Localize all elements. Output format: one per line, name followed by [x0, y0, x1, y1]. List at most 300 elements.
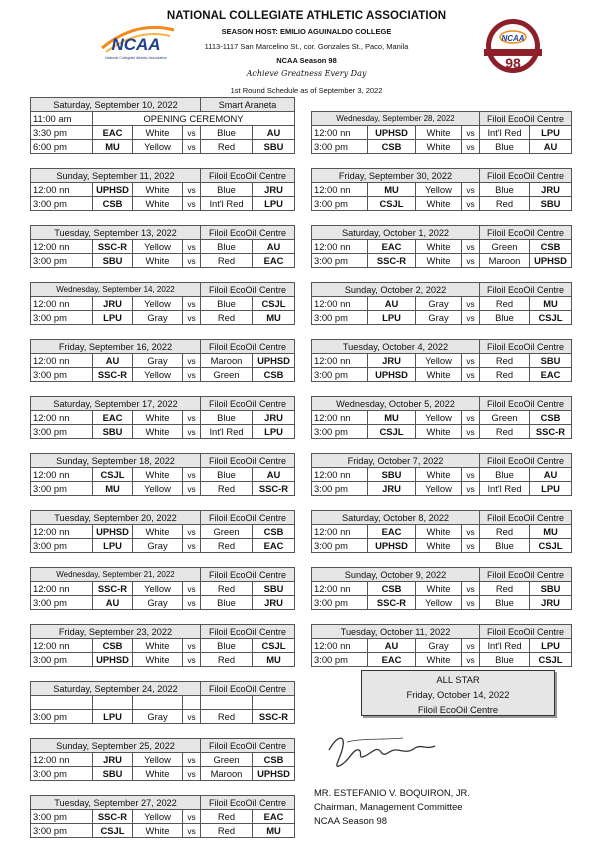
versus-label: vs — [183, 582, 201, 596]
team-away: LPU — [253, 197, 295, 211]
team-home: EAC — [368, 240, 416, 254]
jersey-away: Blue — [201, 468, 253, 482]
blank-cell — [201, 696, 253, 710]
team-away: LPU — [530, 639, 572, 653]
schedule-venue: Filoil EcoOil Centre — [480, 340, 572, 354]
jersey-away: Blue — [480, 539, 530, 553]
jersey-home: Yellow — [416, 596, 462, 610]
team-home: SBU — [93, 767, 133, 781]
team-away: JRU — [253, 411, 295, 425]
schedule-table — [311, 282, 572, 325]
jersey-home: Yellow — [133, 753, 183, 767]
game-time: 12:00 nn — [312, 297, 368, 311]
jersey-away: Red — [201, 140, 253, 154]
team-home: MU — [93, 482, 133, 496]
jersey-away: Blue — [480, 311, 530, 325]
jersey-away: Red — [201, 311, 253, 325]
game-time: 3:00 pm — [312, 197, 368, 211]
game-row — [312, 639, 572, 653]
blank-cell — [31, 696, 93, 710]
schedule-venue: Filoil EcoOil Centre — [480, 568, 572, 582]
schedule-date: Saturday, September 17, 2022 — [31, 397, 201, 411]
game-row — [31, 140, 295, 154]
team-home: MU — [368, 183, 416, 197]
versus-label: vs — [183, 710, 201, 724]
schedule-date-row — [31, 568, 295, 582]
jersey-away: Blue — [201, 126, 253, 140]
schedule-table — [311, 111, 572, 154]
jersey-away: Red — [480, 582, 530, 596]
game-row — [312, 311, 572, 325]
game-row — [31, 368, 295, 382]
jersey-away: Red — [201, 824, 253, 838]
schedule-date: Tuesday, September 27, 2022 — [31, 796, 201, 810]
jersey-away: Red — [201, 482, 253, 496]
game-row — [312, 140, 572, 154]
jersey-home: White — [133, 468, 183, 482]
team-away: AU — [253, 468, 295, 482]
jersey-home: Gray — [133, 539, 183, 553]
schedule-table — [30, 453, 295, 496]
versus-label: vs — [462, 197, 480, 211]
game-time: 3:00 pm — [31, 767, 93, 781]
schedule-date: Wednesday, October 5, 2022 — [312, 397, 480, 411]
game-time: 3:00 pm — [312, 596, 368, 610]
schedule-venue: Filoil EcoOil Centre — [201, 169, 295, 183]
versus-label: vs — [462, 297, 480, 311]
team-away: MU — [530, 297, 572, 311]
game-row — [312, 354, 572, 368]
game-time: 3:00 pm — [312, 482, 368, 496]
right-schedule-column — [311, 111, 572, 681]
jersey-home: White — [133, 653, 183, 667]
game-time: 12:00 nn — [31, 525, 93, 539]
team-home: SBU — [368, 468, 416, 482]
team-home: EAC — [93, 126, 133, 140]
jersey-away: Blue — [201, 596, 253, 610]
jersey-home: Yellow — [133, 140, 183, 154]
versus-label: vs — [183, 639, 201, 653]
jersey-away: Red — [480, 297, 530, 311]
jersey-home: Gray — [133, 710, 183, 724]
team-home: UPHSD — [93, 183, 133, 197]
game-row — [31, 425, 295, 439]
season-title: NCAA Season 98 — [276, 56, 337, 65]
jersey-away: Int'l Red — [480, 639, 530, 653]
schedule-date-row — [31, 796, 295, 810]
game-row — [312, 425, 572, 439]
jersey-home: White — [416, 140, 462, 154]
game-time: 12:00 nn — [31, 240, 93, 254]
game-row — [31, 311, 295, 325]
jersey-home: Yellow — [416, 411, 462, 425]
team-home: EAC — [368, 525, 416, 539]
jersey-home: Gray — [416, 311, 462, 325]
jersey-away: Red — [201, 710, 253, 724]
schedule-date-row — [31, 98, 295, 112]
game-row — [31, 183, 295, 197]
schedule-venue: Filoil EcoOil Centre — [480, 169, 572, 183]
game-time: 12:00 nn — [31, 354, 93, 368]
team-home: MU — [368, 411, 416, 425]
jersey-away: Int'l Red — [480, 126, 530, 140]
team-home: UPHSD — [368, 539, 416, 553]
jersey-away: Int'l Red — [480, 482, 530, 496]
versus-label: vs — [183, 525, 201, 539]
jersey-away: Blue — [480, 468, 530, 482]
team-home: SSC-R — [93, 810, 133, 824]
jersey-home: Yellow — [133, 582, 183, 596]
schedule-date: Saturday, September 24, 2022 — [31, 682, 201, 696]
team-away: SBU — [253, 140, 295, 154]
versus-label: vs — [462, 311, 480, 325]
versus-label: vs — [462, 468, 480, 482]
team-away: CSJL — [253, 297, 295, 311]
game-row — [31, 482, 295, 496]
schedule-venue: Filoil EcoOil Centre — [480, 226, 572, 240]
team-home: SSC-R — [93, 582, 133, 596]
schedule-venue: Filoil EcoOil Centre — [201, 682, 295, 696]
schedule-venue: Filoil EcoOil Centre — [201, 226, 295, 240]
jersey-home: White — [133, 183, 183, 197]
team-home: SSC-R — [368, 596, 416, 610]
team-away: UPHSD — [530, 254, 572, 268]
schedule-date: Friday, September 30, 2022 — [312, 169, 480, 183]
schedule-table — [30, 510, 295, 553]
game-time: 12:00 nn — [312, 468, 368, 482]
versus-label: vs — [183, 824, 201, 838]
versus-label: vs — [183, 354, 201, 368]
all-star-box — [361, 670, 555, 716]
jersey-away: Maroon — [201, 354, 253, 368]
blank-cell — [253, 696, 295, 710]
versus-label: vs — [183, 539, 201, 553]
schedule-date-row — [312, 283, 572, 297]
game-time: 3:00 pm — [31, 482, 93, 496]
jersey-home: White — [416, 525, 462, 539]
versus-label: vs — [462, 596, 480, 610]
team-home: SBU — [93, 254, 133, 268]
jersey-away: Green — [480, 411, 530, 425]
jersey-home: White — [133, 411, 183, 425]
jersey-away: Red — [480, 425, 530, 439]
jersey-home: White — [416, 126, 462, 140]
team-home: UPHSD — [368, 126, 416, 140]
ceremony-label: OPENING CEREMONY — [93, 112, 295, 126]
game-time: 3:00 pm — [31, 653, 93, 667]
versus-label: vs — [462, 254, 480, 268]
versus-label: vs — [183, 596, 201, 610]
jersey-home: White — [416, 197, 462, 211]
game-time: 3:30 pm — [31, 126, 93, 140]
team-away: CSB — [253, 753, 295, 767]
schedule-date-row — [312, 397, 572, 411]
jersey-away: Maroon — [480, 254, 530, 268]
game-time: 12:00 nn — [312, 183, 368, 197]
team-home: LPU — [93, 311, 133, 325]
schedule-table — [311, 225, 572, 268]
schedule-venue: Filoil EcoOil Centre — [201, 568, 295, 582]
jersey-away: Blue — [480, 140, 530, 154]
jersey-away: Blue — [201, 639, 253, 653]
versus-label: vs — [462, 482, 480, 496]
game-row — [312, 197, 572, 211]
team-away: MU — [253, 824, 295, 838]
team-away: EAC — [253, 810, 295, 824]
game-row — [31, 753, 295, 767]
versus-label: vs — [183, 653, 201, 667]
schedule-table — [311, 510, 572, 553]
game-row — [312, 411, 572, 425]
jersey-home: Yellow — [416, 183, 462, 197]
game-time: 12:00 nn — [31, 183, 93, 197]
schedule-date: Friday, October 7, 2022 — [312, 454, 480, 468]
jersey-home: Yellow — [133, 810, 183, 824]
schedule-date-row — [31, 625, 295, 639]
versus-label: vs — [183, 311, 201, 325]
jersey-away: Green — [201, 525, 253, 539]
jersey-home: White — [416, 240, 462, 254]
schedule-date-row — [31, 739, 295, 753]
schedule-venue: Filoil EcoOil Centre — [480, 625, 572, 639]
game-row — [31, 297, 295, 311]
jersey-away: Red — [201, 539, 253, 553]
team-away: UPHSD — [253, 354, 295, 368]
versus-label: vs — [462, 126, 480, 140]
team-away: AU — [253, 126, 295, 140]
schedule-date-row — [312, 625, 572, 639]
schedule-table — [30, 795, 295, 838]
schedule-date-row — [31, 169, 295, 183]
jersey-away: Red — [480, 525, 530, 539]
jersey-home: Yellow — [133, 240, 183, 254]
team-home: UPHSD — [368, 368, 416, 382]
jersey-away: Red — [201, 254, 253, 268]
game-time: 12:00 nn — [31, 468, 93, 482]
badge-number: 98 — [505, 55, 521, 71]
schedule-venue: Filoil EcoOil Centre — [201, 739, 295, 753]
season-98-badge-icon — [478, 16, 548, 78]
game-time: 3:00 pm — [31, 539, 93, 553]
versus-label: vs — [462, 653, 480, 667]
jersey-home: White — [133, 126, 183, 140]
schedule-table — [30, 624, 295, 667]
schedule-table — [30, 97, 295, 154]
versus-label: vs — [462, 582, 480, 596]
schedule-venue: Filoil EcoOil Centre — [480, 397, 572, 411]
versus-label: vs — [462, 425, 480, 439]
game-row — [31, 767, 295, 781]
jersey-home: White — [133, 767, 183, 781]
game-time: 3:00 pm — [312, 140, 368, 154]
jersey-away: Red — [201, 582, 253, 596]
team-away: EAC — [253, 254, 295, 268]
game-time: 3:00 pm — [31, 425, 93, 439]
host-address: 1113-1117 San Marcelino St., cor. Gonzales St., Paco, Manila — [204, 42, 409, 51]
team-home: JRU — [93, 753, 133, 767]
versus-label: vs — [183, 297, 201, 311]
schedule-date-row — [31, 283, 295, 297]
jersey-home: White — [416, 539, 462, 553]
schedule-table — [311, 396, 572, 439]
jersey-home: White — [133, 197, 183, 211]
jersey-home: White — [416, 368, 462, 382]
schedule-date-row — [312, 568, 572, 582]
game-row — [31, 525, 295, 539]
signatory-position: Chairman, Management Committee — [314, 801, 463, 812]
jersey-home: White — [133, 824, 183, 838]
jersey-away: Int'l Red — [201, 197, 253, 211]
team-home: LPU — [368, 311, 416, 325]
schedule-table — [30, 339, 295, 382]
jersey-away: Maroon — [201, 767, 253, 781]
game-row — [31, 810, 295, 824]
team-away: SSC-R — [253, 710, 295, 724]
team-home: SSC-R — [368, 254, 416, 268]
team-away: LPU — [253, 425, 295, 439]
game-row — [31, 411, 295, 425]
game-row — [31, 126, 295, 140]
team-away: CSJL — [253, 639, 295, 653]
game-time: 3:00 pm — [31, 368, 93, 382]
team-away: CSJL — [530, 539, 572, 553]
schedule-date: Tuesday, October 11, 2022 — [312, 625, 480, 639]
jersey-away: Red — [480, 197, 530, 211]
jersey-home: Gray — [133, 311, 183, 325]
document-header — [0, 0, 613, 98]
blank-cell — [133, 696, 183, 710]
game-time: 3:00 pm — [312, 311, 368, 325]
schedule-date-row — [312, 340, 572, 354]
versus-label: vs — [462, 240, 480, 254]
game-time: 12:00 nn — [312, 240, 368, 254]
jersey-away: Blue — [201, 240, 253, 254]
game-row — [31, 582, 295, 596]
team-away: SBU — [530, 197, 572, 211]
versus-label: vs — [183, 197, 201, 211]
versus-label: vs — [183, 126, 201, 140]
jersey-home: Yellow — [416, 482, 462, 496]
schedule-venue: Filoil EcoOil Centre — [480, 283, 572, 297]
schedule-venue: Smart Araneta — [201, 98, 295, 112]
schedule-date: Tuesday, October 4, 2022 — [312, 340, 480, 354]
jersey-home: Gray — [416, 297, 462, 311]
jersey-home: Gray — [416, 639, 462, 653]
schedule-subtitle: 1st Round Schedule as of September 3, 2022 — [230, 86, 383, 95]
schedule-table — [30, 282, 295, 325]
versus-label: vs — [183, 183, 201, 197]
team-home: SSC-R — [93, 368, 133, 382]
game-row — [31, 653, 295, 667]
game-time: 12:00 nn — [31, 582, 93, 596]
jersey-away: Blue — [201, 183, 253, 197]
team-away: CSJL — [530, 311, 572, 325]
team-home: AU — [368, 639, 416, 653]
schedule-table — [311, 339, 572, 382]
team-home: SBU — [93, 425, 133, 439]
team-away: LPU — [530, 482, 572, 496]
all-star-venue: Filoil EcoOil Centre — [417, 704, 499, 715]
versus-label: vs — [462, 368, 480, 382]
all-star-date: Friday, October 14, 2022 — [406, 689, 510, 700]
signatory-name: MR. ESTEFANIO V. BOQUIRON, JR. — [314, 787, 470, 798]
game-time: 12:00 nn — [312, 126, 368, 140]
game-time: 12:00 nn — [31, 297, 93, 311]
game-row — [312, 126, 572, 140]
game-row — [31, 354, 295, 368]
blank-row — [31, 696, 295, 710]
game-time: 12:00 nn — [312, 411, 368, 425]
game-row — [312, 582, 572, 596]
team-home: CSJL — [368, 197, 416, 211]
game-row — [31, 539, 295, 553]
game-row — [312, 525, 572, 539]
versus-label: vs — [462, 354, 480, 368]
game-row — [312, 240, 572, 254]
game-time: 12:00 nn — [312, 582, 368, 596]
schedule-venue: Filoil EcoOil Centre — [201, 397, 295, 411]
team-away: EAC — [530, 368, 572, 382]
team-away: LPU — [530, 126, 572, 140]
game-time: 12:00 nn — [31, 639, 93, 653]
jersey-away: Blue — [480, 183, 530, 197]
team-home: UPHSD — [93, 525, 133, 539]
versus-label: vs — [183, 140, 201, 154]
jersey-away: Red — [480, 354, 530, 368]
versus-label: vs — [462, 539, 480, 553]
team-away: JRU — [253, 183, 295, 197]
signatory-season: NCAA Season 98 — [314, 815, 387, 826]
jersey-home: Gray — [133, 596, 183, 610]
team-away: AU — [253, 240, 295, 254]
jersey-home: White — [133, 639, 183, 653]
signatory-block — [314, 786, 470, 828]
game-row — [312, 482, 572, 496]
versus-label: vs — [462, 140, 480, 154]
schedule-date-row — [31, 454, 295, 468]
signature-image — [323, 728, 441, 772]
versus-label: vs — [183, 753, 201, 767]
schedule-table — [30, 396, 295, 439]
team-away: AU — [530, 468, 572, 482]
schedule-table — [30, 738, 295, 781]
team-away: CSJL — [530, 653, 572, 667]
jersey-away: Green — [480, 240, 530, 254]
jersey-home: White — [416, 582, 462, 596]
schedule-date: Friday, September 16, 2022 — [31, 340, 201, 354]
team-away: CSB — [253, 368, 295, 382]
team-away: CSB — [530, 240, 572, 254]
team-home: EAC — [368, 653, 416, 667]
schedule-table — [30, 225, 295, 268]
game-row — [312, 183, 572, 197]
schedule-date: Tuesday, September 13, 2022 — [31, 226, 201, 240]
team-home: EAC — [93, 411, 133, 425]
team-home: AU — [93, 596, 133, 610]
team-away: SSC-R — [253, 482, 295, 496]
team-home: JRU — [368, 482, 416, 496]
game-row — [312, 653, 572, 667]
schedule-venue: Filoil EcoOil Centre — [201, 511, 295, 525]
schedule-table — [311, 168, 572, 211]
team-away: CSB — [530, 411, 572, 425]
schedule-date-row — [312, 511, 572, 525]
schedule-table — [311, 453, 572, 496]
schedule-date: Wednesday, September 14, 2022 — [31, 283, 201, 297]
game-row — [31, 254, 295, 268]
team-home: CSJL — [93, 468, 133, 482]
versus-label: vs — [462, 525, 480, 539]
